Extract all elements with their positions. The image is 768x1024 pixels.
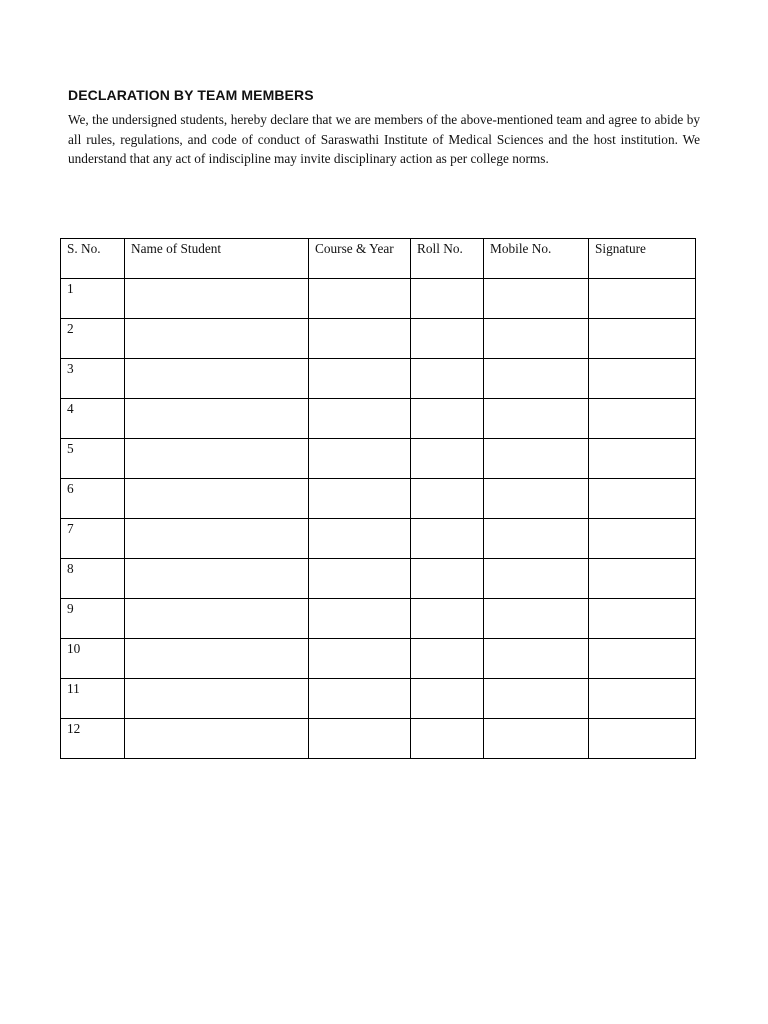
roll-no-cell[interactable] — [411, 719, 484, 759]
declaration-heading: DECLARATION BY TEAM MEMBERS — [68, 87, 314, 103]
header-roll-no: Roll No. — [411, 239, 484, 279]
row-sno: 8 — [61, 559, 125, 599]
mobile-no-cell[interactable] — [484, 399, 589, 439]
mobile-no-cell[interactable] — [484, 559, 589, 599]
name-cell[interactable] — [125, 319, 309, 359]
table-row — [61, 479, 696, 519]
signature-cell[interactable] — [589, 639, 696, 679]
signature-cell[interactable] — [589, 479, 696, 519]
row-sno: 7 — [61, 519, 125, 559]
signature-cell[interactable] — [589, 599, 696, 639]
course-year-cell[interactable] — [309, 279, 411, 319]
roll-no-cell[interactable] — [411, 479, 484, 519]
course-year-cell[interactable] — [309, 639, 411, 679]
roll-no-cell[interactable] — [411, 599, 484, 639]
roll-no-cell[interactable] — [411, 679, 484, 719]
mobile-no-cell[interactable] — [484, 599, 589, 639]
name-cell[interactable] — [125, 599, 309, 639]
roll-no-cell[interactable] — [411, 399, 484, 439]
course-year-cell[interactable] — [309, 479, 411, 519]
row-sno: 1 — [61, 279, 125, 319]
signature-cell[interactable] — [589, 279, 696, 319]
course-year-cell[interactable] — [309, 439, 411, 479]
roll-no-cell[interactable] — [411, 439, 484, 479]
mobile-no-cell[interactable] — [484, 639, 589, 679]
name-cell[interactable] — [125, 519, 309, 559]
mobile-no-cell[interactable] — [484, 719, 589, 759]
roll-no-cell[interactable] — [411, 519, 484, 559]
table-row — [61, 319, 696, 359]
header-signature: Signature — [589, 239, 696, 279]
name-cell[interactable] — [125, 719, 309, 759]
mobile-no-cell[interactable] — [484, 679, 589, 719]
row-sno: 11 — [61, 679, 125, 719]
mobile-no-cell[interactable] — [484, 439, 589, 479]
mobile-no-cell[interactable] — [484, 279, 589, 319]
course-year-cell[interactable] — [309, 719, 411, 759]
name-cell[interactable] — [125, 399, 309, 439]
name-cell[interactable] — [125, 359, 309, 399]
course-year-cell[interactable] — [309, 599, 411, 639]
mobile-no-cell[interactable] — [484, 479, 589, 519]
roll-no-cell[interactable] — [411, 319, 484, 359]
signature-cell[interactable] — [589, 519, 696, 559]
table-row — [61, 679, 696, 719]
row-sno: 5 — [61, 439, 125, 479]
signature-cell[interactable] — [589, 439, 696, 479]
row-sno: 2 — [61, 319, 125, 359]
mobile-no-cell[interactable] — [484, 359, 589, 399]
signature-cell[interactable] — [589, 399, 696, 439]
table-row — [61, 439, 696, 479]
row-sno: 4 — [61, 399, 125, 439]
header-sno: S. No. — [61, 239, 125, 279]
row-sno: 9 — [61, 599, 125, 639]
table-row — [61, 399, 696, 439]
row-sno: 10 — [61, 639, 125, 679]
roll-no-cell[interactable] — [411, 559, 484, 599]
course-year-cell[interactable] — [309, 399, 411, 439]
course-year-cell[interactable] — [309, 559, 411, 599]
name-cell[interactable] — [125, 479, 309, 519]
table-row — [61, 519, 696, 559]
signature-cell[interactable] — [589, 719, 696, 759]
table-row — [61, 279, 696, 319]
mobile-no-cell[interactable] — [484, 319, 589, 359]
name-cell[interactable] — [125, 639, 309, 679]
table-row — [61, 719, 696, 759]
course-year-cell[interactable] — [309, 359, 411, 399]
row-sno: 6 — [61, 479, 125, 519]
row-sno: 3 — [61, 359, 125, 399]
roll-no-cell[interactable] — [411, 359, 484, 399]
name-cell[interactable] — [125, 679, 309, 719]
signature-cell[interactable] — [589, 679, 696, 719]
roll-no-cell[interactable] — [411, 279, 484, 319]
roll-no-cell[interactable] — [411, 639, 484, 679]
table-row — [61, 559, 696, 599]
table-header-row — [61, 239, 696, 279]
declaration-paragraph: We, the undersigned students, hereby declare that we are members of the above-mentioned team and agree to abide by all rules, regulations, and code of conduct of Saraswathi Institute of Medical Sciences and the host institution. We understand that any act of indiscipline may invite disciplinary action as per college norms. — [68, 112, 700, 166]
header-course-year: Course & Year — [309, 239, 411, 279]
name-cell[interactable] — [125, 559, 309, 599]
signature-cell[interactable] — [589, 559, 696, 599]
row-sno: 12 — [61, 719, 125, 759]
course-year-cell[interactable] — [309, 679, 411, 719]
course-year-cell[interactable] — [309, 519, 411, 559]
table-row — [61, 599, 696, 639]
signature-cell[interactable] — [589, 359, 696, 399]
team-members-table — [60, 238, 696, 759]
table-row — [61, 359, 696, 399]
signature-cell[interactable] — [589, 319, 696, 359]
mobile-no-cell[interactable] — [484, 519, 589, 559]
header-mobile-no: Mobile No. — [484, 239, 589, 279]
name-cell[interactable] — [125, 279, 309, 319]
name-cell[interactable] — [125, 439, 309, 479]
table-row — [61, 639, 696, 679]
course-year-cell[interactable] — [309, 319, 411, 359]
header-name-of-student: Name of Student — [125, 239, 309, 279]
